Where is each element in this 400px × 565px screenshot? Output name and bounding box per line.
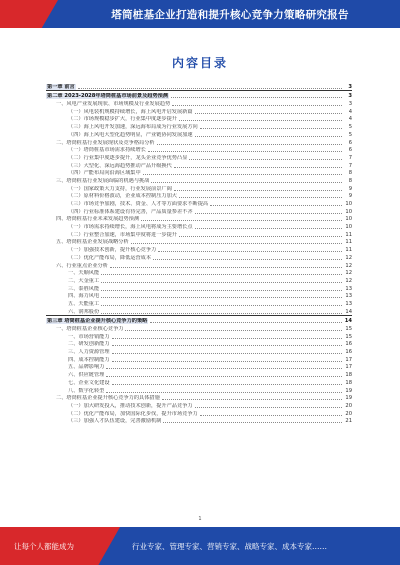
toc-leader-dots (151, 181, 342, 183)
toc-entry[interactable] (46, 292, 352, 300)
toc-leader-dots (101, 312, 342, 314)
toc-entry[interactable] (46, 355, 352, 363)
toc-leader-dots (200, 414, 342, 416)
toc-entry-label: 五、塔筒桩基企业发展战略分析 (56, 239, 129, 246)
toc-leader-dots (210, 204, 342, 206)
table-of-contents (46, 82, 352, 424)
toc-entry-label: （三）海上风电开发加速，深远海布局成为行业发展方向 (68, 124, 198, 131)
toc-leader-dots (179, 235, 342, 237)
toc-entry[interactable] (46, 317, 352, 325)
toc-entry-page: 10 (345, 208, 352, 215)
toc-entry[interactable] (46, 347, 352, 355)
toc-entry-label: （一）加大研发投入，推动技术创新，提升产品竞争力 (68, 402, 193, 409)
toc-leader-dots (106, 375, 342, 377)
toc-entry-label: （四）产能布局向沿海区域集中 (68, 170, 141, 177)
toc-entry[interactable] (46, 99, 352, 107)
toc-leader-dots (200, 127, 342, 129)
toc-entry-page: 20 (345, 402, 352, 409)
toc-entry[interactable] (46, 245, 352, 253)
toc-entry[interactable] (46, 409, 352, 417)
toc-leader-dots (78, 87, 342, 89)
toc-entry-page: 4 (348, 116, 352, 123)
toc-entry-page: 12 (345, 262, 352, 269)
report-title: 塔筒桩基企业打造和提升核心竞争力策略研究报告 (111, 9, 349, 21)
toc-entry-page: 16 (345, 341, 352, 348)
toc-entry-label: 二、塔筒桩基企业提升核心竞争力的具体措施 (56, 395, 160, 402)
toc-leader-dots (179, 119, 342, 121)
toc-entry[interactable] (46, 284, 352, 292)
toc-entry[interactable] (46, 307, 352, 315)
toc-entry-label: （一）国家政策大力支持，行业发展前景广阔 (68, 185, 172, 192)
toc-leader-dots (110, 266, 342, 268)
toc-entry-label: 二、研发创新能力 (68, 341, 110, 348)
toc-leader-dots (101, 281, 342, 283)
toc-entry-label: 第三章 塔筒桩基企业提升核心竞争力的策略 (47, 318, 148, 325)
toc-entry-label: 一、风电产业发展现状、市场规模及行业发展趋势 (56, 101, 171, 108)
toc-entry[interactable] (46, 269, 352, 277)
toc-entry-page: 14 (345, 308, 352, 315)
toc-leader-dots (106, 367, 342, 369)
toc-entry-label: （四）行业标准体系建设有待完善，产品质量参差不齐 (68, 208, 193, 215)
toc-entry-page: 11 (345, 231, 352, 238)
toc-entry-page: 9 (348, 185, 352, 192)
toc-leader-dots (195, 135, 342, 137)
toc-entry[interactable] (46, 176, 352, 184)
toc-entry-page: 17 (345, 364, 352, 371)
toc-leader-dots (179, 196, 342, 198)
footer-tagline: 行业专家、管理专家、营销专家、战略专家、成本专家…… (132, 542, 327, 551)
toc-leader-dots (195, 227, 342, 229)
toc-leader-dots (195, 112, 342, 114)
toc-entry-page: 10 (345, 201, 352, 207)
toc-entry[interactable] (46, 153, 352, 161)
toc-entry-page: 11 (345, 247, 352, 254)
toc-entry-label: （二）行业集中度逐步提升，龙头企业竞争优势凸显 (68, 154, 188, 161)
toc-divider (46, 90, 352, 91)
toc-entry-label: （二）优化产能布局，加快国际化步伐，提升市场竞争力 (68, 410, 198, 417)
toc-entry-label: 三、泰胜风能 (68, 285, 100, 292)
toc-entry-page: 19 (345, 395, 352, 402)
toc-leader-dots (174, 166, 342, 168)
toc-entry-page: 18 (345, 372, 352, 379)
toc-entry-label: （三）大型化、深远海趋势推动产品升级换代 (68, 162, 172, 169)
toc-leader-dots (112, 344, 342, 346)
toc-entry[interactable] (46, 161, 352, 169)
toc-entry-label: 一、天顺风能 (68, 270, 100, 277)
toc-entry[interactable] (46, 332, 352, 340)
toc-leader-dots (171, 96, 342, 98)
toc-entry[interactable] (46, 146, 352, 154)
toc-entry-label: （二）原材料价格波动，企业成本控制压力加大 (68, 193, 177, 200)
toc-entry-page: 18 (345, 379, 352, 386)
toc-entry[interactable] (46, 261, 352, 269)
toc-entry-label: （一）加强技术创新，提升核心竞争力 (68, 247, 157, 254)
toc-entry-label: 二、大金重工 (68, 277, 100, 284)
toc-entry-label: 一、塔筒桩基企业核心竞争力 (56, 326, 124, 332)
toc-entry[interactable] (46, 92, 352, 100)
toc-entry[interactable] (46, 394, 352, 402)
toc-leader-dots (163, 421, 342, 423)
toc-entry[interactable] (46, 299, 352, 307)
toc-entry[interactable] (46, 340, 352, 348)
toc-entry-page: 13 (345, 300, 352, 307)
toc-entry-label: （四）海上风电大型化趋势明显，产业链协同发展加速 (68, 131, 193, 138)
toc-entry[interactable] (46, 169, 352, 177)
toc-entry[interactable] (46, 238, 352, 246)
toc-entry[interactable] (46, 192, 352, 200)
page-number: 1 (198, 516, 202, 522)
toc-entry-label: （一）风电装机规模持续增长，海上风电开启发展新篇 (68, 108, 193, 115)
toc-entry-page: 12 (345, 277, 352, 284)
toc-leader-dots (101, 304, 342, 306)
toc-entry[interactable] (46, 130, 352, 138)
toc-entry[interactable] (46, 107, 352, 115)
toc-entry[interactable] (46, 378, 352, 386)
toc-entry[interactable] (46, 276, 352, 284)
toc-entry-label: 第一章 前言 (47, 83, 75, 90)
toc-entry-label: 一、市场营销能力 (68, 333, 110, 340)
toc-entry-label: 六、润邦股份 (68, 308, 100, 315)
toc-entry[interactable] (46, 401, 352, 409)
toc-entry-label: 四、塔筒桩基行业未来发展趋势预测 (56, 216, 140, 223)
toc-entry-label: 三、塔筒桩基行业发展面临的机遇与挑战 (56, 177, 150, 184)
toc-entry-label: （二）行业整合加速，市场集中度将进一步提升 (68, 231, 177, 238)
toc-entry-label: 三、人力资源管理 (68, 349, 110, 356)
toc-entry-page: 16 (345, 349, 352, 356)
toc-entry-page: 4 (348, 108, 352, 115)
toc-entry[interactable] (46, 386, 352, 394)
toc-entry-page: 10 (345, 224, 352, 231)
toc-leader-dots (101, 289, 342, 291)
toc-entry[interactable] (46, 122, 352, 130)
toc-entry[interactable] (46, 417, 352, 425)
toc-entry-page: 10 (345, 216, 352, 223)
toc-leader-dots (153, 258, 342, 260)
toc-entry-label: （一）塔筒桩基市场需求持续增长 (68, 147, 146, 154)
toc-leader-dots (106, 391, 342, 393)
toc-leader-dots (172, 104, 342, 106)
toc-entry-page: 15 (345, 333, 352, 340)
toc-entry[interactable] (46, 115, 352, 123)
toc-entry-label: 五、天能重工 (68, 300, 100, 307)
toc-leader-dots (174, 189, 342, 191)
toc-leader-dots (148, 150, 342, 152)
toc-leader-dots (157, 143, 342, 145)
toc-entry-page: 9 (348, 193, 352, 200)
toc-entry-label: 六、供应链管理 (68, 372, 105, 379)
toc-entry-label: 第二章 2023-2028年塔筒桩基市场前景及趋势预测 (47, 93, 169, 100)
toc-entry-page: 3 (348, 101, 352, 108)
toc-entry-page: 20 (345, 410, 352, 417)
toc-entry-page: 8 (348, 170, 352, 177)
toc-entry-page: 5 (348, 124, 352, 131)
toc-divider (46, 315, 352, 316)
toc-entry-page: 3 (348, 93, 352, 100)
toc-entry-page: 12 (345, 270, 352, 277)
toc-leader-dots (158, 250, 342, 252)
toc-entry-label: （一）市场需求持续增长，海上风电将成为主要增长点 (68, 224, 193, 231)
toc-entry-label: （二）市场规模稳步扩大，行业集中度逐步提升 (68, 116, 177, 123)
toc-entry-label: 四、成本控制能力 (68, 356, 110, 363)
toc-leader-dots (195, 212, 342, 214)
toc-entry-label: 五、品牌影响力 (68, 364, 105, 371)
toc-entry-page: 15 (345, 326, 352, 332)
toc-entry-page: 12 (345, 254, 352, 261)
toc-entry[interactable] (46, 370, 352, 378)
toc-entry-page: 19 (345, 387, 352, 394)
toc-entry-page: 6 (348, 147, 352, 154)
toc-entry[interactable] (46, 253, 352, 261)
toc-entry-page: 8 (348, 177, 352, 184)
toc-heading: 内容目录 (171, 56, 228, 70)
toc-entry[interactable] (46, 363, 352, 371)
toc-leader-dots (112, 383, 342, 385)
toc-entry-page: 13 (345, 285, 352, 292)
toc-entry-page: 7 (348, 162, 352, 169)
toc-entry-page: 3 (348, 83, 352, 90)
toc-leader-dots (131, 242, 342, 244)
toc-entry[interactable] (46, 184, 352, 192)
toc-leader-dots (101, 273, 342, 275)
toc-entry-label: 二、塔筒桩基行业发展现状及竞争格局分析 (56, 139, 155, 146)
toc-entry-label: 八、数字化转型 (68, 387, 105, 394)
toc-entry-label: （三）加强人才队伍建设，完善激励机制 (68, 418, 162, 425)
toc-entry[interactable] (46, 215, 352, 223)
toc-entry-label: 四、海力风电 (68, 293, 100, 300)
toc-entry-page: 14 (344, 318, 352, 325)
toc-leader-dots (112, 360, 342, 362)
footer-slogan: 让每个人都能成为 (14, 542, 74, 551)
toc-entry-label: 七、企业文化建设 (68, 379, 110, 386)
toc-leader-dots (141, 219, 342, 221)
toc-entry-page: 6 (348, 139, 352, 146)
toc-leader-dots (143, 173, 342, 175)
toc-leader-dots (112, 352, 342, 354)
toc-entry[interactable] (46, 82, 352, 90)
toc-entry[interactable] (46, 222, 352, 230)
toc-leader-dots (101, 296, 342, 298)
toc-leader-dots (189, 158, 342, 160)
toc-entry-label: 六、行业重点企业分析 (56, 262, 108, 269)
toc-entry-label: （三）市场竞争加剧，技术、资金、人才等方面要求不断提高 (68, 201, 209, 207)
toc-leader-dots (195, 406, 342, 408)
toc-entry-label: （二）优化产能布局，降低运营成本 (68, 254, 152, 261)
toc-entry-page: 11 (345, 239, 352, 246)
toc-leader-dots (150, 321, 342, 323)
toc-leader-dots (112, 337, 342, 339)
toc-leader-dots (162, 398, 342, 400)
toc-entry-page: 21 (345, 418, 352, 425)
toc-entry-page: 13 (345, 293, 352, 300)
toc-entry-page: 17 (345, 356, 352, 363)
toc-entry[interactable] (46, 230, 352, 238)
toc-entry[interactable] (46, 207, 352, 215)
toc-entry[interactable] (46, 199, 352, 207)
toc-entry-page: 5 (348, 131, 352, 138)
toc-leader-dots (125, 329, 342, 331)
toc-entry-page: 7 (348, 154, 352, 161)
toc-entry[interactable] (46, 324, 352, 332)
toc-entry[interactable] (46, 138, 352, 146)
